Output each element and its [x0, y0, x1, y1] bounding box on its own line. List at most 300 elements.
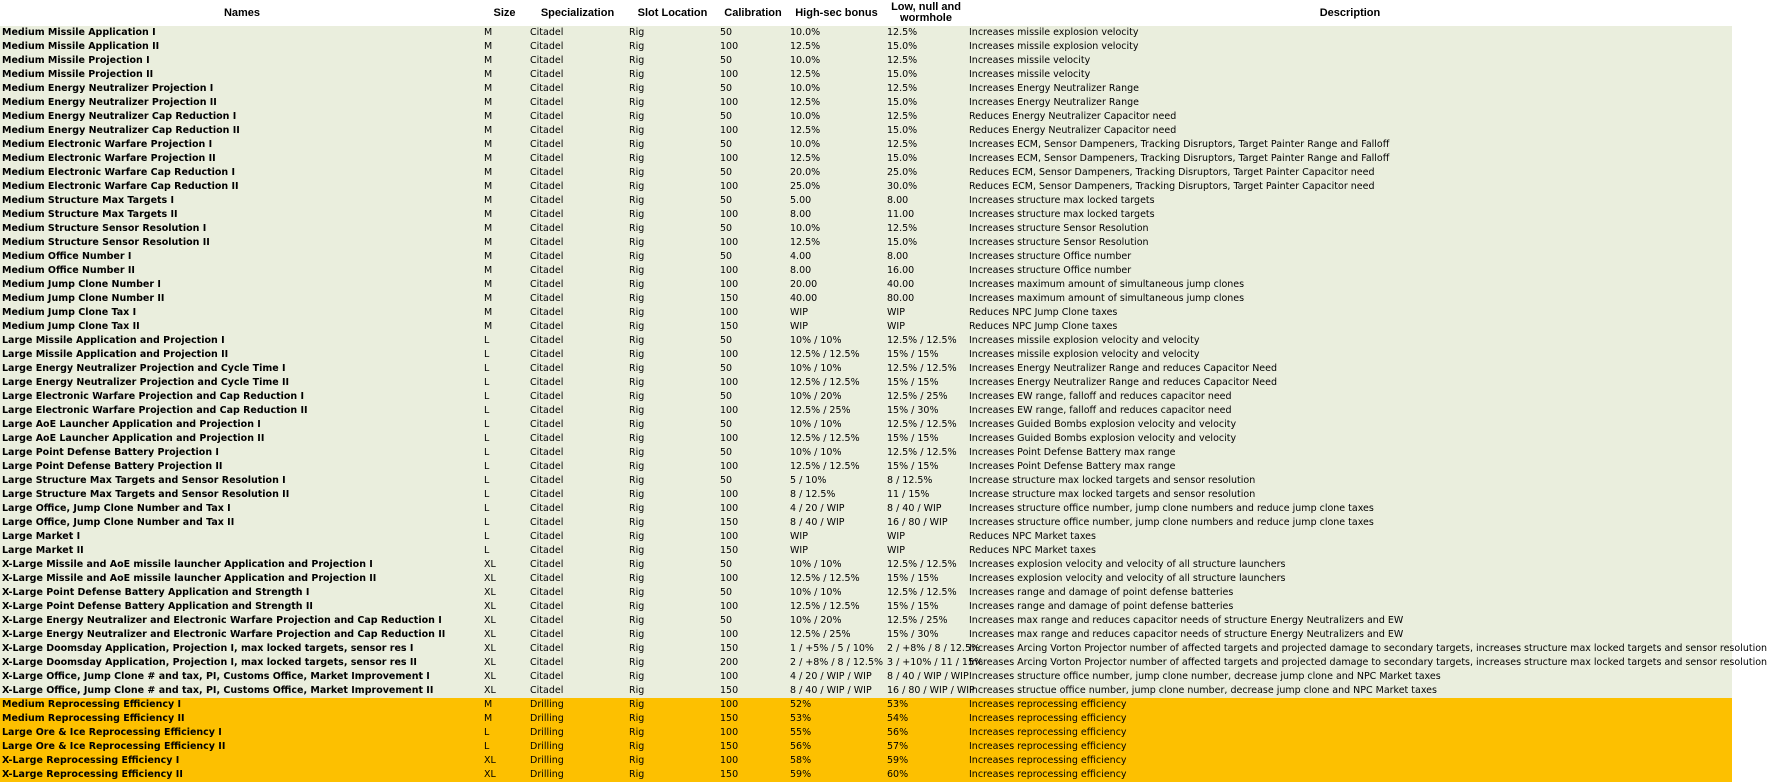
cell-slot-location[interactable]: Rig: [629, 503, 645, 514]
cell-size[interactable]: L: [484, 363, 490, 374]
cell-specialization[interactable]: Citadel: [530, 167, 564, 178]
cell-size[interactable]: L: [484, 503, 490, 514]
cell-description[interactable]: Increases reprocessing efficiency: [969, 713, 1127, 724]
cell-high-sec-bonus[interactable]: 20.0%: [790, 167, 821, 178]
header-low-null-wormhole[interactable]: Low, null and wormhole: [891, 1, 961, 24]
cell-high-sec-bonus[interactable]: 58%: [790, 755, 812, 766]
cell-high-sec-bonus[interactable]: 12.5%: [790, 237, 821, 248]
cell-low-null-wormhole[interactable]: 12.5%: [887, 139, 918, 150]
cell-specialization[interactable]: Citadel: [530, 545, 564, 556]
cell-slot-location[interactable]: Rig: [629, 209, 645, 220]
cell-calibration[interactable]: 100: [720, 265, 739, 276]
cell-specialization[interactable]: Drilling: [530, 741, 564, 752]
cell-high-sec-bonus[interactable]: WIP: [790, 545, 808, 556]
cell-size[interactable]: M: [484, 223, 493, 234]
cell-high-sec-bonus[interactable]: 12.5% / 12.5%: [790, 573, 860, 584]
cell-low-null-wormhole[interactable]: 57%: [887, 741, 909, 752]
cell-calibration[interactable]: 100: [720, 237, 739, 248]
cell-name[interactable]: X-Large Missile and AoE missile launcher Application and Projection II: [2, 573, 377, 584]
cell-low-null-wormhole[interactable]: 15% / 15%: [887, 573, 939, 584]
cell-description[interactable]: Increases EW range, falloff and reduces capacitor need: [969, 405, 1232, 416]
cell-low-null-wormhole[interactable]: 12.5%: [887, 223, 918, 234]
cell-name[interactable]: Medium Structure Max Targets II: [2, 209, 178, 220]
cell-calibration[interactable]: 100: [720, 69, 739, 80]
cell-slot-location[interactable]: Rig: [629, 307, 645, 318]
cell-name[interactable]: Medium Missile Projection II: [2, 69, 154, 80]
cell-size[interactable]: XL: [484, 671, 496, 682]
cell-slot-location[interactable]: Rig: [629, 83, 645, 94]
cell-description[interactable]: Increases structure max locked targets: [969, 195, 1155, 206]
cell-name[interactable]: Medium Structure Sensor Resolution II: [2, 237, 210, 248]
cell-specialization[interactable]: Citadel: [530, 671, 564, 682]
cell-slot-location[interactable]: Rig: [629, 699, 645, 710]
cell-low-null-wormhole[interactable]: 12.5% / 25%: [887, 615, 948, 626]
cell-description[interactable]: Increases missile explosion velocity: [969, 27, 1139, 38]
cell-high-sec-bonus[interactable]: 10% / 10%: [790, 587, 842, 598]
cell-low-null-wormhole[interactable]: 12.5%: [887, 83, 918, 94]
cell-high-sec-bonus[interactable]: 10% / 20%: [790, 615, 842, 626]
cell-specialization[interactable]: Citadel: [530, 125, 564, 136]
cell-specialization[interactable]: Drilling: [530, 699, 564, 710]
cell-name[interactable]: Large AoE Launcher Application and Projection II: [2, 433, 265, 444]
cell-calibration[interactable]: 100: [720, 377, 739, 388]
cell-calibration[interactable]: 100: [720, 153, 739, 164]
cell-high-sec-bonus[interactable]: 8.00: [790, 265, 812, 276]
cell-specialization[interactable]: Citadel: [530, 335, 564, 346]
cell-name[interactable]: X-Large Doomsday Application, Projection I, max locked targets, sensor res II: [2, 657, 417, 668]
cell-calibration[interactable]: 50: [720, 615, 733, 626]
cell-description[interactable]: Increases Energy Neutralizer Range and reduces Capacitor Need: [969, 377, 1278, 388]
cell-name[interactable]: X-Large Doomsday Application, Projection I, max locked targets, sensor res I: [2, 643, 414, 654]
cell-name[interactable]: Medium Office Number II: [2, 265, 135, 276]
cell-size[interactable]: M: [484, 699, 493, 710]
cell-high-sec-bonus[interactable]: 12.5% / 12.5%: [790, 349, 860, 360]
cell-description[interactable]: Increases ECM, Sensor Dampeners, Tracking Disruptors, Target Painter Range and Falloff: [969, 139, 1390, 150]
cell-name[interactable]: Medium Energy Neutralizer Cap Reduction I: [2, 111, 237, 122]
cell-specialization[interactable]: Citadel: [530, 83, 564, 94]
cell-high-sec-bonus[interactable]: 40.00: [790, 293, 818, 304]
cell-high-sec-bonus[interactable]: 12.5% / 12.5%: [790, 377, 860, 388]
cell-description[interactable]: Increases ECM, Sensor Dampeners, Tracking Disruptors, Target Painter Range and Falloff: [969, 153, 1390, 164]
cell-name[interactable]: Medium Structure Sensor Resolution I: [2, 223, 207, 234]
cell-slot-location[interactable]: Rig: [629, 391, 645, 402]
cell-slot-location[interactable]: Rig: [629, 167, 645, 178]
cell-low-null-wormhole[interactable]: 60%: [887, 769, 909, 780]
cell-high-sec-bonus[interactable]: 10% / 10%: [790, 559, 842, 570]
cell-size[interactable]: M: [484, 321, 493, 332]
header-high-sec-bonus[interactable]: High-sec bonus: [795, 6, 878, 19]
cell-specialization[interactable]: Citadel: [530, 489, 564, 500]
cell-low-null-wormhole[interactable]: 15.0%: [887, 41, 918, 52]
cell-low-null-wormhole[interactable]: 15% / 30%: [887, 629, 939, 640]
cell-description[interactable]: Increases missile explosion velocity and velocity: [969, 349, 1200, 360]
cell-specialization[interactable]: Citadel: [530, 419, 564, 430]
cell-size[interactable]: L: [484, 545, 490, 556]
cell-high-sec-bonus[interactable]: 10.0%: [790, 83, 821, 94]
cell-calibration[interactable]: 50: [720, 83, 733, 94]
cell-slot-location[interactable]: Rig: [629, 153, 645, 164]
cell-low-null-wormhole[interactable]: 16 / 80 / WIP: [887, 517, 948, 528]
cell-size[interactable]: L: [484, 391, 490, 402]
cell-calibration[interactable]: 150: [720, 545, 739, 556]
cell-specialization[interactable]: Citadel: [530, 629, 564, 640]
cell-calibration[interactable]: 50: [720, 559, 733, 570]
cell-calibration[interactable]: 50: [720, 419, 733, 430]
cell-specialization[interactable]: Citadel: [530, 139, 564, 150]
cell-name[interactable]: Large Market I: [2, 531, 81, 542]
cell-name[interactable]: X-Large Office, Jump Clone # and tax, PI, Customs Office, Market Improvement II: [2, 685, 434, 696]
cell-slot-location[interactable]: Rig: [629, 321, 645, 332]
cell-low-null-wormhole[interactable]: 11 / 15%: [887, 489, 930, 500]
header-size[interactable]: Size: [493, 6, 516, 19]
cell-name[interactable]: Large Missile Application and Projection II: [2, 349, 229, 360]
cell-high-sec-bonus[interactable]: 4.00: [790, 251, 812, 262]
cell-size[interactable]: L: [484, 349, 490, 360]
cell-high-sec-bonus[interactable]: 53%: [790, 713, 812, 724]
cell-calibration[interactable]: 100: [720, 433, 739, 444]
cell-specialization[interactable]: Drilling: [530, 713, 564, 724]
cell-name[interactable]: Medium Electronic Warfare Cap Reduction II: [2, 181, 239, 192]
cell-name[interactable]: Large Structure Max Targets and Sensor Resolution I: [2, 475, 286, 486]
cell-description[interactable]: Increases reprocessing efficiency: [969, 727, 1127, 738]
cell-specialization[interactable]: Drilling: [530, 727, 564, 738]
cell-name[interactable]: Medium Office Number I: [2, 251, 132, 262]
cell-name[interactable]: X-Large Reprocessing Efficiency II: [2, 769, 183, 780]
cell-description[interactable]: Increases structue office number, jump clone number, decrease jump clone and NPC Market taxes: [969, 685, 1437, 696]
cell-high-sec-bonus[interactable]: 10% / 10%: [790, 363, 842, 374]
cell-slot-location[interactable]: Rig: [629, 685, 645, 696]
cell-high-sec-bonus[interactable]: 52%: [790, 699, 812, 710]
cell-calibration[interactable]: 100: [720, 307, 739, 318]
cell-low-null-wormhole[interactable]: 15% / 15%: [887, 461, 939, 472]
cell-low-null-wormhole[interactable]: 15.0%: [887, 69, 918, 80]
cell-size[interactable]: M: [484, 55, 493, 66]
cell-low-null-wormhole[interactable]: 15% / 15%: [887, 349, 939, 360]
cell-low-null-wormhole[interactable]: 16 / 80 / WIP / WIP: [887, 685, 975, 696]
cell-name[interactable]: Large Energy Neutralizer Projection and Cycle Time II: [2, 377, 290, 388]
cell-slot-location[interactable]: Rig: [629, 349, 645, 360]
cell-description[interactable]: Increases Point Defense Battery max range: [969, 447, 1176, 458]
cell-low-null-wormhole[interactable]: 12.5% / 25%: [887, 391, 948, 402]
cell-calibration[interactable]: 100: [720, 489, 739, 500]
cell-high-sec-bonus[interactable]: 5 / 10%: [790, 475, 827, 486]
cell-low-null-wormhole[interactable]: 15% / 30%: [887, 405, 939, 416]
cell-name[interactable]: X-Large Missile and AoE missile launcher Application and Projection I: [2, 559, 373, 570]
cell-slot-location[interactable]: Rig: [629, 727, 645, 738]
cell-low-null-wormhole[interactable]: 12.5% / 12.5%: [887, 419, 957, 430]
cell-specialization[interactable]: Citadel: [530, 293, 564, 304]
cell-size[interactable]: XL: [484, 559, 496, 570]
cell-specialization[interactable]: Citadel: [530, 573, 564, 584]
cell-description[interactable]: Reduces ECM, Sensor Dampeners, Tracking Disruptors, Target Painter Capacitor need: [969, 167, 1375, 178]
cell-low-null-wormhole[interactable]: 2 / +8% / 8 / 12.5%: [887, 643, 981, 654]
cell-low-null-wormhole[interactable]: WIP: [887, 531, 905, 542]
cell-high-sec-bonus[interactable]: 10.0%: [790, 111, 821, 122]
cell-specialization[interactable]: Citadel: [530, 307, 564, 318]
cell-description[interactable]: Increases missile explosion velocity: [969, 41, 1139, 52]
cell-size[interactable]: M: [484, 83, 493, 94]
cell-calibration[interactable]: 150: [720, 517, 739, 528]
cell-specialization[interactable]: Citadel: [530, 559, 564, 570]
cell-name[interactable]: Medium Energy Neutralizer Projection II: [2, 97, 217, 108]
cell-specialization[interactable]: Citadel: [530, 69, 564, 80]
cell-specialization[interactable]: Citadel: [530, 657, 564, 668]
cell-slot-location[interactable]: Rig: [629, 97, 645, 108]
cell-name[interactable]: Large Ore & Ice Reprocessing Efficiency I: [2, 727, 222, 738]
cell-specialization[interactable]: Citadel: [530, 181, 564, 192]
cell-description[interactable]: Increases structure max locked targets: [969, 209, 1155, 220]
cell-description[interactable]: Increases Guided Bombs explosion velocity and velocity: [969, 419, 1237, 430]
cell-name[interactable]: Large Electronic Warfare Projection and Cap Reduction II: [2, 405, 308, 416]
cell-description[interactable]: Reduces NPC Market taxes: [969, 531, 1096, 542]
cell-description[interactable]: Increases Energy Neutralizer Range and reduces Capacitor Need: [969, 363, 1278, 374]
cell-calibration[interactable]: 150: [720, 769, 739, 780]
cell-low-null-wormhole[interactable]: 16.00: [887, 265, 915, 276]
cell-calibration[interactable]: 50: [720, 335, 733, 346]
cell-description[interactable]: Reduces ECM, Sensor Dampeners, Tracking Disruptors, Target Painter Capacitor need: [969, 181, 1375, 192]
cell-name[interactable]: Large Point Defense Battery Projection II: [2, 461, 223, 472]
cell-calibration[interactable]: 150: [720, 741, 739, 752]
cell-high-sec-bonus[interactable]: 55%: [790, 727, 812, 738]
cell-size[interactable]: M: [484, 181, 493, 192]
cell-specialization[interactable]: Citadel: [530, 461, 564, 472]
cell-low-null-wormhole[interactable]: 53%: [887, 699, 909, 710]
cell-high-sec-bonus[interactable]: 12.5% / 25%: [790, 405, 851, 416]
cell-low-null-wormhole[interactable]: 15.0%: [887, 237, 918, 248]
cell-size[interactable]: XL: [484, 755, 496, 766]
cell-specialization[interactable]: Citadel: [530, 517, 564, 528]
cell-calibration[interactable]: 200: [720, 657, 739, 668]
cell-low-null-wormhole[interactable]: 56%: [887, 727, 909, 738]
cell-slot-location[interactable]: Rig: [629, 615, 645, 626]
cell-slot-location[interactable]: Rig: [629, 741, 645, 752]
header-specialization[interactable]: Specialization: [540, 6, 615, 19]
cell-size[interactable]: L: [484, 741, 490, 752]
cell-name[interactable]: Medium Jump Clone Tax II: [2, 321, 140, 332]
cell-specialization[interactable]: Citadel: [530, 223, 564, 234]
cell-specialization[interactable]: Citadel: [530, 405, 564, 416]
cell-name[interactable]: Large Office, Jump Clone Number and Tax I: [2, 503, 231, 514]
cell-size[interactable]: M: [484, 293, 493, 304]
cell-calibration[interactable]: 100: [720, 531, 739, 542]
cell-description[interactable]: Reduces NPC Jump Clone taxes: [969, 321, 1118, 332]
cell-low-null-wormhole[interactable]: 54%: [887, 713, 909, 724]
cell-high-sec-bonus[interactable]: 10.0%: [790, 223, 821, 234]
cell-description[interactable]: Increases structure Office number: [969, 265, 1132, 276]
header-names[interactable]: Names: [223, 6, 261, 19]
cell-calibration[interactable]: 50: [720, 195, 733, 206]
cell-slot-location[interactable]: Rig: [629, 139, 645, 150]
cell-high-sec-bonus[interactable]: 8 / 40 / WIP: [790, 517, 845, 528]
cell-low-null-wormhole[interactable]: 11.00: [887, 209, 915, 220]
cell-name[interactable]: X-Large Reprocessing Efficiency I: [2, 755, 180, 766]
cell-size[interactable]: XL: [484, 573, 496, 584]
cell-calibration[interactable]: 50: [720, 55, 733, 66]
cell-calibration[interactable]: 50: [720, 27, 733, 38]
cell-slot-location[interactable]: Rig: [629, 517, 645, 528]
cell-high-sec-bonus[interactable]: 10% / 10%: [790, 419, 842, 430]
cell-description[interactable]: Increases structure office number, jump clone number, decrease jump clone and NPC Market taxes: [969, 671, 1441, 682]
cell-description[interactable]: Increase structure max locked targets and sensor resolution: [969, 475, 1256, 486]
cell-size[interactable]: L: [484, 475, 490, 486]
cell-size[interactable]: L: [484, 433, 490, 444]
cell-high-sec-bonus[interactable]: 10% / 20%: [790, 391, 842, 402]
cell-slot-location[interactable]: Rig: [629, 251, 645, 262]
cell-low-null-wormhole[interactable]: 8.00: [887, 251, 909, 262]
cell-description[interactable]: Reduces NPC Market taxes: [969, 545, 1096, 556]
cell-description[interactable]: Increases maximum amount of simultaneous jump clones: [969, 293, 1245, 304]
cell-low-null-wormhole[interactable]: 30.0%: [887, 181, 918, 192]
cell-calibration[interactable]: 150: [720, 321, 739, 332]
cell-slot-location[interactable]: Rig: [629, 377, 645, 388]
cell-specialization[interactable]: Citadel: [530, 41, 564, 52]
cell-specialization[interactable]: Citadel: [530, 391, 564, 402]
cell-calibration[interactable]: 50: [720, 475, 733, 486]
cell-name[interactable]: Medium Electronic Warfare Cap Reduction I: [2, 167, 236, 178]
cell-high-sec-bonus[interactable]: WIP: [790, 321, 808, 332]
cell-calibration[interactable]: 100: [720, 699, 739, 710]
cell-specialization[interactable]: Citadel: [530, 321, 564, 332]
cell-specialization[interactable]: Drilling: [530, 769, 564, 780]
cell-slot-location[interactable]: Rig: [629, 195, 645, 206]
cell-calibration[interactable]: 100: [720, 573, 739, 584]
header-description[interactable]: Description: [1319, 6, 1381, 19]
cell-name[interactable]: Large AoE Launcher Application and Projection I: [2, 419, 261, 430]
cell-name[interactable]: X-Large Point Defense Battery Application and Strength I: [2, 587, 310, 598]
cell-low-null-wormhole[interactable]: WIP: [887, 321, 905, 332]
cell-specialization[interactable]: Drilling: [530, 755, 564, 766]
cell-slot-location[interactable]: Rig: [629, 293, 645, 304]
cell-slot-location[interactable]: Rig: [629, 55, 645, 66]
cell-size[interactable]: M: [484, 237, 493, 248]
cell-description[interactable]: Increases Arcing Vorton Projector number of affected targets and projected damage to secondary targets, increases structure max locked targets and sensor resolution: [969, 657, 1767, 668]
cell-slot-location[interactable]: Rig: [629, 181, 645, 192]
cell-size[interactable]: XL: [484, 643, 496, 654]
cell-low-null-wormhole[interactable]: 12.5% / 12.5%: [887, 587, 957, 598]
cell-size[interactable]: M: [484, 153, 493, 164]
cell-name[interactable]: Large Point Defense Battery Projection I: [2, 447, 219, 458]
cell-high-sec-bonus[interactable]: 10% / 10%: [790, 447, 842, 458]
cell-high-sec-bonus[interactable]: 5.00: [790, 195, 812, 206]
cell-description[interactable]: Increases structure Office number: [969, 251, 1132, 262]
cell-slot-location[interactable]: Rig: [629, 713, 645, 724]
cell-size[interactable]: M: [484, 195, 493, 206]
cell-low-null-wormhole[interactable]: 12.5% / 12.5%: [887, 363, 957, 374]
cell-description[interactable]: Reduces NPC Jump Clone taxes: [969, 307, 1118, 318]
cell-high-sec-bonus[interactable]: 25.0%: [790, 181, 821, 192]
cell-description[interactable]: Increases structure Sensor Resolution: [969, 223, 1149, 234]
cell-size[interactable]: XL: [484, 601, 496, 612]
cell-slot-location[interactable]: Rig: [629, 279, 645, 290]
cell-size[interactable]: L: [484, 377, 490, 388]
cell-low-null-wormhole[interactable]: 40.00: [887, 279, 915, 290]
cell-size[interactable]: M: [484, 279, 493, 290]
cell-description[interactable]: Increases max range and reduces capacitor needs of structure Energy Neutralizers and EW: [969, 615, 1404, 626]
cell-low-null-wormhole[interactable]: 15.0%: [887, 125, 918, 136]
cell-description[interactable]: Increases reprocessing efficiency: [969, 741, 1127, 752]
cell-low-null-wormhole[interactable]: 15% / 15%: [887, 377, 939, 388]
cell-calibration[interactable]: 150: [720, 293, 739, 304]
cell-size[interactable]: M: [484, 209, 493, 220]
cell-size[interactable]: XL: [484, 629, 496, 640]
cell-low-null-wormhole[interactable]: WIP: [887, 307, 905, 318]
cell-name[interactable]: Large Electronic Warfare Projection and Cap Reduction I: [2, 391, 305, 402]
cell-calibration[interactable]: 100: [720, 461, 739, 472]
cell-calibration[interactable]: 100: [720, 125, 739, 136]
cell-slot-location[interactable]: Rig: [629, 755, 645, 766]
cell-specialization[interactable]: Citadel: [530, 97, 564, 108]
cell-calibration[interactable]: 50: [720, 447, 733, 458]
cell-slot-location[interactable]: Rig: [629, 657, 645, 668]
cell-size[interactable]: L: [484, 517, 490, 528]
cell-low-null-wormhole[interactable]: WIP: [887, 545, 905, 556]
cell-slot-location[interactable]: Rig: [629, 587, 645, 598]
cell-specialization[interactable]: Citadel: [530, 475, 564, 486]
cell-low-null-wormhole[interactable]: 12.5% / 12.5%: [887, 447, 957, 458]
cell-calibration[interactable]: 100: [720, 209, 739, 220]
cell-name[interactable]: Large Structure Max Targets and Sensor Resolution II: [2, 489, 290, 500]
cell-specialization[interactable]: Citadel: [530, 209, 564, 220]
cell-calibration[interactable]: 50: [720, 111, 733, 122]
cell-size[interactable]: M: [484, 265, 493, 276]
cell-calibration[interactable]: 50: [720, 391, 733, 402]
cell-calibration[interactable]: 100: [720, 405, 739, 416]
cell-high-sec-bonus[interactable]: 12.5% / 25%: [790, 629, 851, 640]
cell-calibration[interactable]: 50: [720, 167, 733, 178]
cell-name[interactable]: Medium Missile Projection I: [2, 55, 150, 66]
cell-name[interactable]: Large Energy Neutralizer Projection and Cycle Time I: [2, 363, 286, 374]
cell-slot-location[interactable]: Rig: [629, 405, 645, 416]
cell-name[interactable]: X-Large Energy Neutralizer and Electronic Warfare Projection and Cap Reduction II: [2, 629, 446, 640]
cell-slot-location[interactable]: Rig: [629, 461, 645, 472]
cell-specialization[interactable]: Citadel: [530, 615, 564, 626]
cell-high-sec-bonus[interactable]: 12.5%: [790, 69, 821, 80]
cell-high-sec-bonus[interactable]: 12.5% / 12.5%: [790, 433, 860, 444]
cell-calibration[interactable]: 150: [720, 685, 739, 696]
cell-slot-location[interactable]: Rig: [629, 27, 645, 38]
cell-high-sec-bonus[interactable]: 12.5% / 12.5%: [790, 461, 860, 472]
cell-slot-location[interactable]: Rig: [629, 419, 645, 430]
cell-low-null-wormhole[interactable]: 80.00: [887, 293, 915, 304]
cell-description[interactable]: Increases Point Defense Battery max range: [969, 461, 1176, 472]
cell-calibration[interactable]: 100: [720, 97, 739, 108]
header-calibration[interactable]: Calibration: [724, 6, 782, 19]
cell-high-sec-bonus[interactable]: 59%: [790, 769, 812, 780]
cell-high-sec-bonus[interactable]: WIP: [790, 531, 808, 542]
cell-high-sec-bonus[interactable]: 10.0%: [790, 27, 821, 38]
cell-size[interactable]: XL: [484, 657, 496, 668]
cell-high-sec-bonus[interactable]: 10% / 10%: [790, 335, 842, 346]
cell-name[interactable]: Medium Missile Application II: [2, 41, 160, 52]
cell-size[interactable]: M: [484, 251, 493, 262]
cell-specialization[interactable]: Citadel: [530, 363, 564, 374]
cell-specialization[interactable]: Citadel: [530, 587, 564, 598]
cell-calibration[interactable]: 100: [720, 503, 739, 514]
cell-size[interactable]: M: [484, 125, 493, 136]
cell-high-sec-bonus[interactable]: 12.5% / 12.5%: [790, 601, 860, 612]
cell-size[interactable]: M: [484, 307, 493, 318]
cell-high-sec-bonus[interactable]: 2 / +8% / 8 / 12.5%: [790, 657, 884, 668]
cell-low-null-wormhole[interactable]: 15.0%: [887, 153, 918, 164]
cell-high-sec-bonus[interactable]: 8.00: [790, 209, 812, 220]
cell-calibration[interactable]: 50: [720, 139, 733, 150]
cell-size[interactable]: L: [484, 489, 490, 500]
cell-slot-location[interactable]: Rig: [629, 363, 645, 374]
cell-size[interactable]: L: [484, 531, 490, 542]
cell-slot-location[interactable]: Rig: [629, 643, 645, 654]
cell-slot-location[interactable]: Rig: [629, 629, 645, 640]
cell-slot-location[interactable]: Rig: [629, 545, 645, 556]
